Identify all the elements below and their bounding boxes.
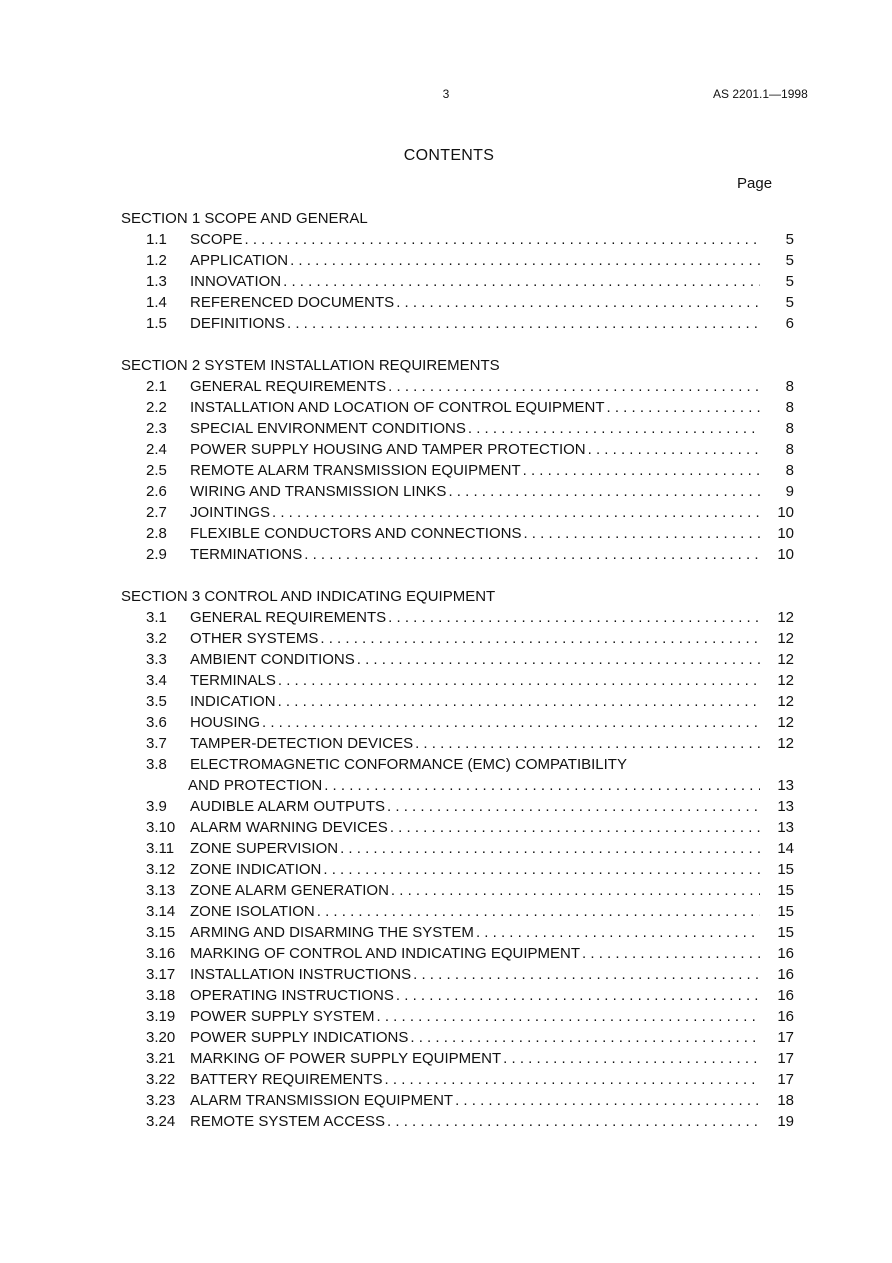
toc-entry[interactable] bbox=[0, 292, 892, 313]
toc-entry[interactable] bbox=[0, 901, 892, 922]
entry-number: 1.1 bbox=[146, 231, 167, 248]
dot-leader bbox=[466, 418, 760, 439]
entry-title: AMBIENT CONDITIONS bbox=[190, 651, 355, 668]
entry-number: 3.11 bbox=[146, 840, 175, 857]
contents-title: CONTENTS bbox=[403, 147, 495, 164]
entry-number: 2.9 bbox=[146, 546, 167, 563]
entry-title-row bbox=[190, 880, 760, 901]
dot-leader bbox=[453, 1090, 760, 1111]
entry-number: 3.8 bbox=[146, 756, 167, 773]
toc-entry[interactable] bbox=[0, 817, 892, 838]
entry-title: TAMPER-DETECTION DEVICES bbox=[190, 735, 414, 752]
table-of-contents bbox=[0, 208, 892, 1153]
entry-title: INSTALLATION AND LOCATION OF CONTROL EQUIPMENT bbox=[190, 399, 605, 416]
entry-title-row bbox=[190, 691, 760, 712]
entry-number: 1.4 bbox=[146, 294, 167, 311]
dot-leader bbox=[315, 901, 760, 922]
toc-entry[interactable] bbox=[0, 649, 892, 670]
entry-title: REFERENCED DOCUMENTS bbox=[190, 294, 395, 311]
entry-title-row bbox=[190, 901, 760, 922]
entry-number: 1.5 bbox=[146, 315, 167, 332]
dot-leader bbox=[385, 796, 760, 817]
toc-entry[interactable] bbox=[0, 250, 892, 271]
toc-entry[interactable] bbox=[0, 880, 892, 901]
entry-number: 3.7 bbox=[146, 735, 167, 752]
dot-leader bbox=[285, 313, 760, 334]
entry-number: 3.10 bbox=[146, 819, 176, 836]
entry-title: SPECIAL ENVIRONMENT CONDITIONS bbox=[190, 420, 466, 437]
toc-entry[interactable] bbox=[0, 1027, 892, 1048]
entry-page-number: 12 bbox=[777, 672, 794, 689]
entry-page-number: 12 bbox=[777, 609, 794, 626]
entry-title: ZONE SUPERVISION bbox=[190, 840, 339, 857]
entry-title-row bbox=[190, 250, 760, 271]
entry-page-number: 10 bbox=[777, 546, 794, 563]
entry-number: 3.21 bbox=[146, 1050, 176, 1067]
toc-entry[interactable] bbox=[0, 481, 892, 502]
entry-page-number: 16 bbox=[777, 945, 794, 962]
entry-title-row bbox=[190, 460, 760, 481]
entry-title: ALARM WARNING DEVICES bbox=[190, 819, 388, 836]
entry-title-row bbox=[190, 859, 760, 880]
dot-leader bbox=[388, 817, 760, 838]
entry-title-continuation: AND PROTECTION bbox=[188, 777, 323, 794]
toc-entry[interactable] bbox=[0, 313, 892, 334]
dot-leader bbox=[338, 838, 760, 859]
entry-number: 3.24 bbox=[146, 1113, 176, 1130]
toc-entry[interactable] bbox=[0, 964, 892, 985]
entry-page-number: 5 bbox=[785, 294, 794, 311]
entry-page-number: 15 bbox=[777, 861, 794, 878]
entry-title: TERMINALS bbox=[190, 672, 276, 689]
entry-title-row bbox=[190, 1048, 760, 1069]
entry-page-number: 8 bbox=[785, 378, 794, 395]
toc-section bbox=[0, 355, 892, 565]
entry-page-number: 18 bbox=[777, 1092, 794, 1109]
entry-title-row bbox=[190, 649, 760, 670]
dot-leader bbox=[413, 733, 760, 754]
entry-page-number: 16 bbox=[777, 1008, 794, 1025]
entry-page-number: 12 bbox=[777, 714, 794, 731]
toc-entry[interactable] bbox=[0, 796, 892, 817]
entry-page-number: 5 bbox=[785, 231, 794, 248]
entry-title: INSTALLATION INSTRUCTIONS bbox=[190, 966, 412, 983]
entry-page-number: 15 bbox=[777, 882, 794, 899]
dot-leader bbox=[501, 1048, 760, 1069]
page-number: 3 bbox=[442, 87, 450, 101]
dot-leader bbox=[322, 775, 760, 796]
dot-leader bbox=[411, 964, 760, 985]
section-heading[interactable]: SECTION 3 CONTROL AND INDICATING EQUIPMENT bbox=[121, 588, 496, 605]
entry-title-row bbox=[190, 229, 760, 250]
entry-page-number: 17 bbox=[777, 1050, 794, 1067]
entry-number: 3.6 bbox=[146, 714, 167, 731]
dot-leader bbox=[385, 1111, 760, 1132]
dot-leader bbox=[321, 859, 760, 880]
entry-page-number: 8 bbox=[785, 420, 794, 437]
dot-leader bbox=[474, 922, 760, 943]
dot-leader bbox=[408, 1027, 760, 1048]
entry-page-number: 6 bbox=[785, 315, 794, 332]
page-column-label: Page bbox=[737, 175, 773, 192]
toc-entry[interactable] bbox=[0, 439, 892, 460]
toc-entry[interactable] bbox=[0, 607, 892, 628]
entry-title: POWER SUPPLY INDICATIONS bbox=[190, 1029, 409, 1046]
entry-title: REMOTE SYSTEM ACCESS bbox=[190, 1113, 386, 1130]
toc-entry[interactable] bbox=[0, 229, 892, 250]
entry-title: DEFINITIONS bbox=[190, 315, 286, 332]
entry-title-row bbox=[190, 1006, 760, 1027]
dot-leader bbox=[521, 460, 760, 481]
entry-title: BATTERY REQUIREMENTS bbox=[190, 1071, 383, 1088]
entry-title-row bbox=[190, 670, 760, 691]
entry-title: OPERATING INSTRUCTIONS bbox=[190, 987, 394, 1004]
entry-number: 3.2 bbox=[146, 630, 167, 647]
entry-number: 2.1 bbox=[146, 378, 167, 395]
entry-page-number: 12 bbox=[777, 693, 794, 710]
entry-title-row bbox=[190, 1090, 760, 1111]
entry-page-number: 17 bbox=[777, 1029, 794, 1046]
entry-title: POWER SUPPLY HOUSING AND TAMPER PROTECTION bbox=[190, 441, 586, 458]
entry-number: 3.17 bbox=[146, 966, 176, 983]
dot-leader bbox=[318, 628, 760, 649]
entry-page-number: 12 bbox=[777, 735, 794, 752]
toc-entry[interactable] bbox=[0, 1069, 892, 1090]
entry-number: 2.4 bbox=[146, 441, 167, 458]
entry-number: 3.5 bbox=[146, 693, 167, 710]
entry-title-row bbox=[190, 964, 760, 985]
entry-title-row bbox=[190, 502, 760, 523]
toc-entry[interactable] bbox=[0, 838, 892, 859]
entry-number: 3.13 bbox=[146, 882, 176, 899]
dot-leader bbox=[521, 523, 760, 544]
entry-page-number: 17 bbox=[777, 1071, 794, 1088]
entry-page-number: 15 bbox=[777, 903, 794, 920]
toc-entry[interactable] bbox=[0, 754, 892, 796]
entry-title-row bbox=[190, 943, 760, 964]
section-heading[interactable]: SECTION 1 SCOPE AND GENERAL bbox=[121, 210, 368, 227]
dot-leader bbox=[605, 397, 761, 418]
entry-page-number: 12 bbox=[777, 630, 794, 647]
entry-number: 3.16 bbox=[146, 945, 176, 962]
entry-title: GENERAL REQUIREMENTS bbox=[190, 378, 387, 395]
dot-leader bbox=[580, 943, 760, 964]
toc-entry[interactable] bbox=[0, 1048, 892, 1069]
entry-title-row bbox=[190, 1111, 760, 1132]
entry-title-row bbox=[190, 922, 760, 943]
entry-title: FLEXIBLE CONDUCTORS AND CONNECTIONS bbox=[190, 525, 522, 542]
entry-title-row bbox=[190, 376, 760, 397]
dot-leader bbox=[394, 985, 760, 1006]
entry-title-row bbox=[190, 292, 760, 313]
entry-title-row bbox=[190, 733, 760, 754]
entry-title-row bbox=[190, 628, 760, 649]
entry-title: MARKING OF CONTROL AND INDICATING EQUIPMENT bbox=[190, 945, 581, 962]
entry-title: JOINTINGS bbox=[190, 504, 271, 521]
entry-number: 2.3 bbox=[146, 420, 167, 437]
entry-title-row bbox=[188, 775, 760, 796]
entry-number: 2.8 bbox=[146, 525, 167, 542]
toc-entry[interactable] bbox=[0, 1111, 892, 1132]
entry-title: WIRING AND TRANSMISSION LINKS bbox=[190, 483, 447, 500]
toc-entry[interactable] bbox=[0, 418, 892, 439]
entry-title-row bbox=[190, 1069, 760, 1090]
entry-page-number: 13 bbox=[777, 819, 794, 836]
entry-title: REMOTE ALARM TRANSMISSION EQUIPMENT bbox=[190, 462, 521, 479]
entry-title-row bbox=[190, 544, 760, 565]
entry-title-row bbox=[190, 712, 760, 733]
entry-number: 3.23 bbox=[146, 1092, 176, 1109]
entry-page-number: 8 bbox=[785, 399, 794, 416]
entry-number: 3.14 bbox=[146, 903, 176, 920]
entry-title: ELECTROMAGNETIC CONFORMANCE (EMC) COMPATIBILITY bbox=[190, 756, 627, 773]
entry-number: 3.1 bbox=[146, 609, 167, 626]
entry-page-number: 13 bbox=[777, 777, 794, 794]
entry-page-number: 16 bbox=[777, 987, 794, 1004]
toc-entry[interactable] bbox=[0, 544, 892, 565]
entry-number: 3.19 bbox=[146, 1008, 176, 1025]
entry-title: ZONE ISOLATION bbox=[190, 903, 315, 920]
entry-title: SCOPE bbox=[190, 231, 243, 248]
toc-entry[interactable] bbox=[0, 1006, 892, 1027]
entry-title: TERMINATIONS bbox=[190, 546, 303, 563]
entry-page-number: 10 bbox=[777, 525, 794, 542]
toc-entry[interactable] bbox=[0, 376, 892, 397]
entry-number: 3.15 bbox=[146, 924, 176, 941]
entry-title: ZONE ALARM GENERATION bbox=[190, 882, 389, 899]
entry-title: INNOVATION bbox=[190, 273, 282, 290]
entry-page-number: 8 bbox=[785, 441, 794, 458]
section-heading[interactable]: SECTION 2 SYSTEM INSTALLATION REQUIREMENTS bbox=[121, 357, 500, 374]
entry-title: INDICATION bbox=[190, 693, 276, 710]
entry-title: HOUSING bbox=[190, 714, 261, 731]
dot-leader bbox=[355, 649, 760, 670]
entry-title-row bbox=[190, 817, 760, 838]
entry-number: 2.6 bbox=[146, 483, 167, 500]
entry-number: 1.3 bbox=[146, 273, 167, 290]
entry-page-number: 8 bbox=[785, 462, 794, 479]
entry-title: ARMING AND DISARMING THE SYSTEM bbox=[190, 924, 474, 941]
entry-title: GENERAL REQUIREMENTS bbox=[190, 609, 387, 626]
entry-title: APPLICATION bbox=[190, 252, 289, 269]
entry-title-row bbox=[190, 481, 760, 502]
entry-page-number: 5 bbox=[785, 252, 794, 269]
toc-entry[interactable] bbox=[0, 943, 892, 964]
toc-entry[interactable] bbox=[0, 460, 892, 481]
entry-title-row bbox=[190, 523, 760, 544]
standard-reference: AS 2201.1—1998 bbox=[713, 87, 808, 101]
entry-title: MARKING OF POWER SUPPLY EQUIPMENT bbox=[190, 1050, 502, 1067]
entry-page-number: 19 bbox=[777, 1113, 794, 1130]
entry-title-row bbox=[190, 418, 760, 439]
toc-entry[interactable] bbox=[0, 670, 892, 691]
entry-page-number: 14 bbox=[777, 840, 794, 857]
entry-page-number: 13 bbox=[777, 798, 794, 815]
entry-number: 2.2 bbox=[146, 399, 167, 416]
entry-title-row bbox=[190, 313, 760, 334]
dot-leader bbox=[281, 271, 760, 292]
toc-entry[interactable] bbox=[0, 502, 892, 523]
entry-title-row bbox=[190, 838, 760, 859]
dot-leader bbox=[288, 250, 760, 271]
dot-leader bbox=[383, 1069, 760, 1090]
entry-number: 3.18 bbox=[146, 987, 176, 1004]
entry-page-number: 5 bbox=[785, 273, 794, 290]
dot-leader bbox=[243, 229, 760, 250]
entry-title-row bbox=[190, 439, 760, 460]
toc-entry[interactable] bbox=[0, 523, 892, 544]
entry-title: ZONE INDICATION bbox=[190, 861, 322, 878]
toc-entry[interactable] bbox=[0, 922, 892, 943]
entry-number: 3.4 bbox=[146, 672, 167, 689]
entry-number: 3.9 bbox=[146, 798, 167, 815]
toc-section bbox=[0, 208, 892, 334]
dot-leader bbox=[386, 376, 760, 397]
entry-number: 1.2 bbox=[146, 252, 167, 269]
toc-entry[interactable] bbox=[0, 1090, 892, 1111]
entry-number: 3.3 bbox=[146, 651, 167, 668]
dot-leader bbox=[270, 502, 760, 523]
entry-page-number: 16 bbox=[777, 966, 794, 983]
toc-entry[interactable] bbox=[0, 985, 892, 1006]
toc-entry[interactable] bbox=[0, 628, 892, 649]
dot-leader bbox=[586, 439, 760, 460]
entry-title: OTHER SYSTEMS bbox=[190, 630, 319, 647]
entry-number: 3.22 bbox=[146, 1071, 176, 1088]
entry-title-row bbox=[190, 985, 760, 1006]
dot-leader bbox=[446, 481, 760, 502]
toc-entry[interactable] bbox=[0, 691, 892, 712]
entry-title-row bbox=[190, 1027, 760, 1048]
dot-leader bbox=[276, 670, 760, 691]
dot-leader bbox=[302, 544, 760, 565]
entry-title: POWER SUPPLY SYSTEM bbox=[190, 1008, 375, 1025]
entry-title-row bbox=[190, 796, 760, 817]
entry-page-number: 10 bbox=[777, 504, 794, 521]
dot-leader bbox=[394, 292, 760, 313]
toc-entry[interactable] bbox=[0, 859, 892, 880]
entry-page-number: 12 bbox=[777, 651, 794, 668]
entry-number: 2.5 bbox=[146, 462, 167, 479]
entry-page-number: 15 bbox=[777, 924, 794, 941]
entry-number: 3.20 bbox=[146, 1029, 176, 1046]
dot-leader bbox=[260, 712, 760, 733]
entry-page-number: 9 bbox=[785, 483, 794, 500]
toc-entry[interactable] bbox=[0, 712, 892, 733]
entry-title-row bbox=[190, 397, 760, 418]
entry-title-row bbox=[190, 271, 760, 292]
dot-leader bbox=[386, 607, 760, 628]
entry-number: 2.7 bbox=[146, 504, 167, 521]
toc-entry[interactable] bbox=[0, 397, 892, 418]
entry-number: 3.12 bbox=[146, 861, 176, 878]
dot-leader bbox=[375, 1006, 761, 1027]
toc-entry[interactable] bbox=[0, 733, 892, 754]
entry-title: ALARM TRANSMISSION EQUIPMENT bbox=[190, 1092, 454, 1109]
dot-leader bbox=[389, 880, 760, 901]
entry-title-row bbox=[190, 607, 760, 628]
dot-leader bbox=[276, 691, 760, 712]
entry-title: AUDIBLE ALARM OUTPUTS bbox=[190, 798, 386, 815]
toc-entry[interactable] bbox=[0, 271, 892, 292]
toc-section bbox=[0, 586, 892, 1132]
